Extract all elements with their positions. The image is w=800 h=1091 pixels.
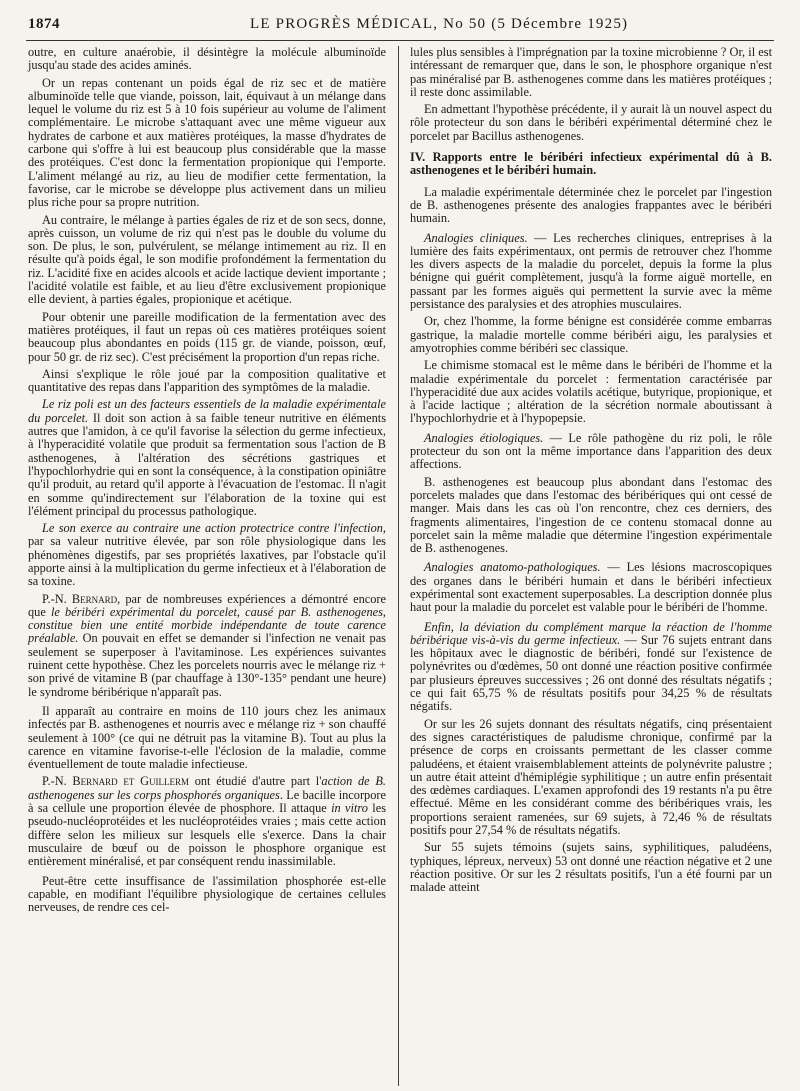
text-run: les pseudo-nucléoprotéides et les nucléoprotéides vraies ; mais cette action diffère selon les milieux sur lesquels elle s'exerce. Dans la chair musculaire de bœuf ou de poisson le phosphore organique est entièrement minéralisé, et par conséquent rendu inassimilable. [28,801,386,869]
emphasis: Le son exerce au contraire une action protectrice contre l'infection, [42,521,386,536]
emphasis: Analogies étiologiques. [424,430,544,445]
header-rule [26,40,774,41]
emphasis: in vitro [331,801,368,816]
running-title: LE PROGRÈS MÉDICAL, No 50 (5 Décembre 1925) [250,16,629,32]
paragraph [410,232,772,312]
paragraph: B. asthenogenes est beaucoup plus abondant dans l'estomac des porcelets malades que dans l'estomac des béribériques qui ont cessé de manger. Mais dans les cas où l'on rencontre, chez ces derniers, des fragments alimentaires, l'ingestion de ce contenu stomacal donne au porcelet sain la même maladie que détermine l'ingestion expérimentale de B. asthenogenes. [410,474,772,556]
paragraph: Sur 55 sujets témoins (sujets sains, syphilitiques, paludéens, typhiques, lépreux, nerveux) 53 ont donné une réaction négative et 2 une réaction positive. Or sur les 2 résultats positifs, l'un a été fourni par un malade atteint [410,840,772,895]
text-run: — Les recherches cliniques, entreprises à la lumière des faits expérimentaux, ont permis de retrouver chez l'homme les divers aspects de la maladie du porcelet, depuis la forme la plus bénigne qui guérit complètement, jusqu'à la forme aiguë mortelle, en passant par les formes aiguës qui permettent la survie avec la même persistance des paralysies et des atrophies musculaires. [410,230,772,312]
paragraph [28,522,386,588]
right-column [410,46,772,899]
column-divider [398,46,399,1086]
text-run: . Le bacille incorpore à sa cellule une proportion élevée de phosphore. Il attaque [28,787,386,816]
page-header [28,14,772,38]
emphasis: Enfin, la déviation du complément marque la réaction de l'homme béribérique vis-à-vis du germe infectieux. [410,619,772,647]
paragraph [410,621,772,714]
author-name: P.-N. Bernard et Guillerm [42,774,189,789]
emphasis: Analogies anatomo-pathologiques. [424,560,601,575]
paragraph: Peut-être cette insuffisance de l'assimilation phosphorée est-elle capable, en modifiant l'équilibre physiologique de certaines cellules nerveuses, de rendre ces cel- [28,873,386,915]
text-run: — Sur 76 sujets entrant dans les hôpitaux avec le diagnostic de béribéri, fondé sur l'existence de polynévrites ou d'œdèmes, 50 ont donné une réaction positive confirmée par plusieurs épreuves successives ; 26 ont donné des résultats négatifs ; ce qui fait 65,75 % de résultats positifs pour 34,25 % de résultats négatifs. [410,632,772,714]
emphasis: action de B. asthenogenes sur les corps phosphorés organiques [28,774,386,802]
paragraph: Ainsi s'explique le rôle joué par la composition qualitative et quantitative des repas dans l'apparition des symptômes de la maladie. [28,366,386,395]
paragraph: Or un repas contenant un poids égal de riz sec et de matière albuminoïde telle que viande, poisson, lait, équivaut à un mélange dans lequel le volume du riz est 5 à 10 fois supérieur au volume de l'aliment complémentaire. Le microbe s'attaquant avec une même vigueur aux hydrates de carbone et aux matières protéiques, la masse d'hydrates de carbone qui s'offre à lui est beaucoup plus considérable que la masse des protéiques. C'est donc la fermentation propionique qui l'emporte. L'aliment mélangé au riz, au lieu de modifier cette fermentation, la favorise, car le microbe se développe plus activement dans un milieu plus riche pour sa propre nutrition. [28,75,386,210]
paragraph: En admettant l'hypothèse précédente, il y aurait là un nouvel aspect du rôle protecteur du son dans le béribéri expérimental déterminé chez le porcelet par Bacillus asthenogenes. [410,102,772,143]
paragraph: Le chimisme stomacal est le même dans le béribéri de l'homme et la maladie expérimentale du porcelet : fermentation caractérisée par l'hyperacidité due aux acides volatils acétique, butyrique, propionique, et à l'acide lactique ; altération de la sécrétion normale aboutissant à l'hypochlorhydrie et à l'hypopepsie. [410,358,772,426]
text-run: ont étudié d'autre part l' [188,774,322,789]
paragraph [28,398,386,518]
paragraph: outre, en culture anaérobie, il désintègre la molécule albuminoïde jusqu'au stade des acides aminés. [28,45,386,73]
text-run: , par de nombreuses expériences a démontré encore que [28,591,386,619]
text-run: par sa valeur nutritive élevée, par son rôle physiologique dans les phénomènes digestifs, par ses propriétés laxatives, par l'obstacle qu'il apporte ainsi à la multiplication du germe infectieux et à l'élaboration de sa toxine. [28,534,386,589]
paragraph: Il apparaît au contraire en moins de 110 jours chez les animaux infectés par B. asthenogenes et nourris avec e mélange riz + son chauffé seulement à 100° (ce qui ne détruit pas la vitamine B). Tout au plus la carence en vitamine favorise-t-elle l'éclosion de la maladie, comme éventuellement de toute maladie infectieuse. [28,703,386,772]
section-heading: IV. Rapports entre le béribéri infectieux expérimental dû à B. asthenogenes et le béribéri humain. [410,150,772,178]
text-run: — Les lésions macroscopiques des organes dans le béribéri humain et dans le béribéri infectieux expérimental sont exactement superposables. La description donnée plus haut pour la maladie du porcelet est valable pour le béribéri de l'homme. [410,560,772,615]
emphasis: Le riz poli est un des facteurs essentiels de la maladie expérimentale du porcelet. [28,397,386,425]
paragraph: Or, chez l'homme, la forme bénigne est considérée comme embarras gastrique, la maladie mortelle comme béribéri aigu, les paralysies et amyotrophies comme béribéri sec classique. [410,314,772,355]
paragraph [28,593,386,699]
emphasis: le béribéri expérimental du porcelet, causé par B. asthenogenes, constitue bien une entité morbide indépendante de toute carence préalable. [28,604,386,646]
paragraph: lules plus sensibles à l'imprégnation par la toxine microbienne ? Or, il est intéressant de remarquer que, dans le son, le phosphore organique n'est pas minéralisé par B. asthenogenes comme dans les matières protéiques ; il reste donc assimilable. [410,45,772,99]
paragraph: Or sur les 26 sujets donnant des résultats négatifs, cinq présentaient des signes caractéristiques de paludisme chronique, confirmé par la présence de corps en croissants permettant de les classer comme paludéens, et étaient vraisemblablement atteints de polynévrite palustre ; un autre était atteint d'hémiplégie syphilitique ; un autre enfin présentait des œdèmes cardiaques. L'examen approfondi des 19 restants n'a pu être effectué. Même en les considérant comme des béribériques vrais, les proportions seraient ramenées, sur 69 sujets, à 72,46 % de résultats positifs pour 27,54 % de résultats négatifs. [410,716,772,838]
text-run: Il doit son action à sa faible teneur nutritive en éléments autres que l'amidon, à ce qu'il favorise la sélection du germe infectieux, à l'hyperacidité volatile que produit sa fermentation sous l'action de B asthenogenes, à l'altération des sécrétions gastriques et l'hypochlorhydrie qui en sont la conséquence, à la constipation opiniâtre qu'il produit, au retard qu'il apporte à l'évacuation de l'estomac. Il n'agit en somme qu'indirectement sur l'élaboration de la toxine qui est l'élément principal du processus pathologique. [28,410,386,518]
page-number: 1874 [28,16,60,32]
paragraph: La maladie expérimentale déterminée chez le porcelet par l'ingestion de B. asthenogenes présente des analogies frappantes avec le béribéri humain. [410,184,772,226]
paragraph [410,561,772,614]
text-run: — Le rôle pathogène du riz poli, le rôle protecteur du son ont la même importance dans l'apparition des deux affections. [410,430,772,472]
text-run: On pouvait en effet se demander si l'infection ne venait pas seulement se superposer à l'avitaminose. Les expériences suivantes ruinent cette hypothèse. Chez les porcelets nourris avec le mélange riz + son privé de vitamine B (par chauffage à 130°-135° pendant une heure) le syndrome béribérique n'apparaît pas. [28,631,386,699]
left-column [28,46,386,918]
paragraph [28,775,386,868]
paragraph [410,432,772,472]
paragraph: Pour obtenir une pareille modification de la fermentation avec des matières protéiques, il faut un repas où ces matières protéiques soient beaucoup plus abondantes en poids (115 gr. de viande, poisson, œuf, pour 50 gr. de riz sec). C'est précisément la proportion d'un repas riche. [28,309,386,364]
paragraph: Au contraire, le mélange à parties égales de riz et de son secs, donne, après cuisson, un volume de riz qui n'est pas le double du volume du son. De plus, le son, pulvérulent, se mélange intimement au riz. Il en résulte qu'à poids égal, le son modifie profondément la fermentation du riz. L'acidité fixe en acides alcools et acide lactique devient importante ; l'acidité volatile est faible, et au lieu d'être exclusivement propionique elle devient, à parties égales, propionique et acétique. [28,212,386,307]
emphasis: Analogies cliniques. [424,230,528,245]
author-name: P.-N. Bernard [42,591,118,606]
